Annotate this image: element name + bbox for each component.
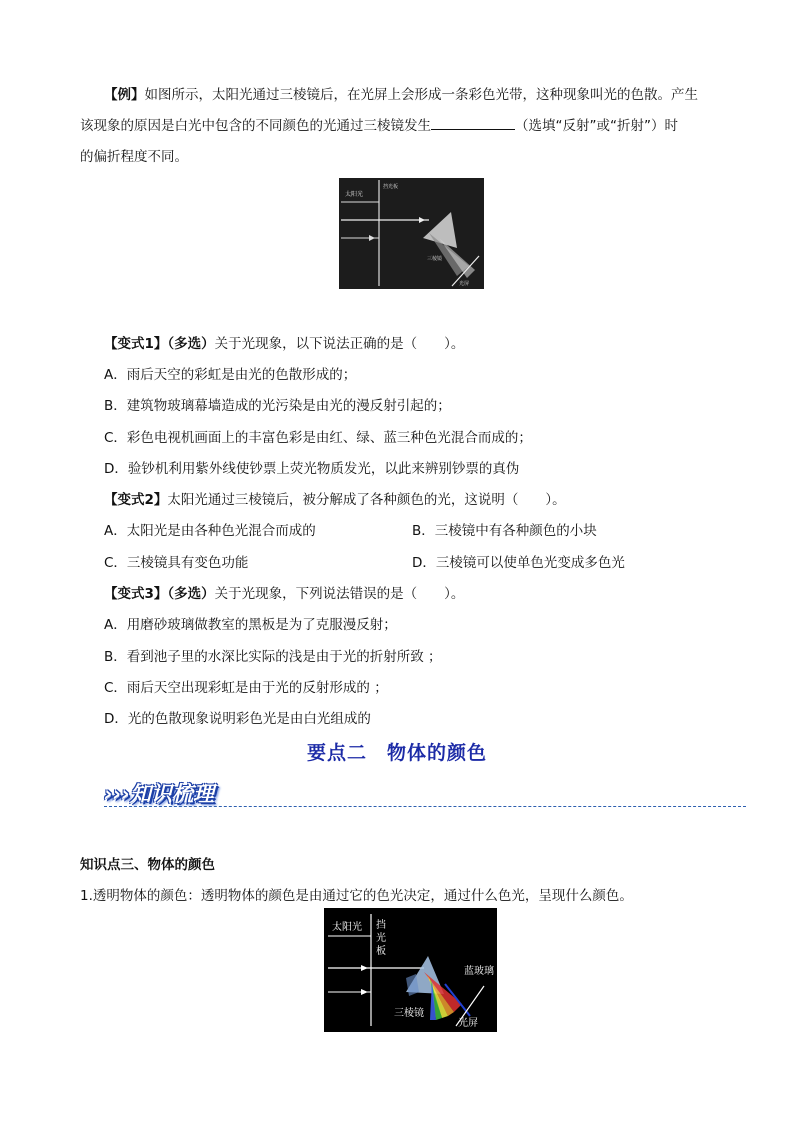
variant1-stem xyxy=(104,332,464,352)
prism-figure-1 xyxy=(339,178,484,289)
fig2-label-board-1: 挡 xyxy=(376,920,386,931)
variant3-question: 关于光现象，下列说法错误的是（ ）。 xyxy=(214,586,465,602)
knowledge-point-text: 1.透明物体的颜色：透明物体的颜色是由通过它的色光决定，通过什么色光，呈现什么颜色。 xyxy=(80,888,633,904)
knowledge-point-title: 知识点三、物体的颜色 xyxy=(80,857,215,873)
variant3-multi: （多选） xyxy=(167,586,215,602)
fig1-label-board: 挡光板 xyxy=(383,184,399,190)
banner-text: ›››知识梳理 xyxy=(104,782,214,806)
example-line-3: 的偏折程度不同。 xyxy=(80,149,188,165)
prism-figure-2 xyxy=(324,908,497,1032)
answer-blank[interactable] xyxy=(431,115,515,130)
variant3-tag: 【变式3】 xyxy=(104,586,168,602)
banner-divider xyxy=(104,806,746,807)
variant1-tag: 【变式1】 xyxy=(104,336,168,352)
fig1-label-screen: 光屏 xyxy=(459,281,470,287)
fig1-label-prism: 三棱镜 xyxy=(427,256,443,262)
variant1-multi: （多选） xyxy=(167,336,215,352)
example-line-2 xyxy=(80,114,678,134)
variant2-question: 太阳光通过三棱镜后，被分解成了各种颜色的光，这说明（ ）。 xyxy=(167,492,566,508)
fig2-label-board-2: 光 xyxy=(376,933,386,944)
variant1-option-c: C．彩色电视机画面上的丰富色彩是由红、绿、蓝三种色光混合而成的； xyxy=(104,430,532,446)
variant2-tag: 【变式2】 xyxy=(104,492,168,508)
knowledge-banner xyxy=(104,776,746,810)
fig2-label-prism: 三棱镜 xyxy=(394,1008,424,1019)
variant2-option-d: D．三棱镜可以使单色光变成多色光 xyxy=(412,555,625,571)
fig2-label-glass: 蓝玻璃 xyxy=(464,966,494,977)
variant1-option-d: D．验钞机利用紫外线使钞票上荧光物质发光，以此来辨别钞票的真伪 xyxy=(104,461,520,477)
variant3-option-b: B．看到池子里的水深比实际的浅是由于光的折射所致 ； xyxy=(104,649,442,665)
variant2-option-b: B．三棱镜中有各种颜色的小块 xyxy=(412,523,597,539)
fig2-label-screen: 光屏 xyxy=(458,1018,478,1029)
variant3-stem xyxy=(104,582,464,602)
fig2-label-sun: 太阳光 xyxy=(332,922,362,933)
variant1-option-b: B．建筑物玻璃幕墙造成的光污染是由光的漫反射引起的； xyxy=(104,398,451,414)
fig2-label-board-3: 板 xyxy=(376,946,386,957)
example-tag: 【例】 xyxy=(104,87,145,103)
fig1-label-sun: 太阳光 xyxy=(345,191,364,198)
example-text-2a: 该现象的原因是白光中包含的不同颜色的光通过三棱镜发生 xyxy=(80,118,431,134)
variant3-option-c: C．雨后天空出现彩虹是由于光的反射形成的 ； xyxy=(104,680,388,696)
prism-diagram-2 xyxy=(324,908,497,1032)
example-text-2b: （选填“反射”或“折射”）时 xyxy=(515,118,678,134)
variant1-question: 关于光现象，以下说法正确的是（ ）。 xyxy=(214,336,465,352)
variant3-option-a: A．用磨砂玻璃做教室的黑板是为了克服漫反射； xyxy=(104,617,397,633)
prism-diagram-1 xyxy=(339,178,484,289)
variant2-option-a: A．太阳光是由各种色光混合而成的 xyxy=(104,523,316,539)
section-title: 要点二 物体的颜色 xyxy=(306,742,487,764)
example-text-1: 如图所示，太阳光通过三棱镜后，在光屏上会形成一条彩色光带，这种现象叫光的色散。产生 xyxy=(144,87,698,103)
example-line-1 xyxy=(104,83,698,103)
variant2-stem xyxy=(104,488,566,508)
variant1-option-a: A．雨后天空的彩虹是由光的色散形成的； xyxy=(104,367,357,383)
variant2-option-c: C．三棱镜具有变色功能 xyxy=(104,555,249,571)
variant3-option-d: D．光的色散现象说明彩色光是由白光组成的 xyxy=(104,711,371,727)
